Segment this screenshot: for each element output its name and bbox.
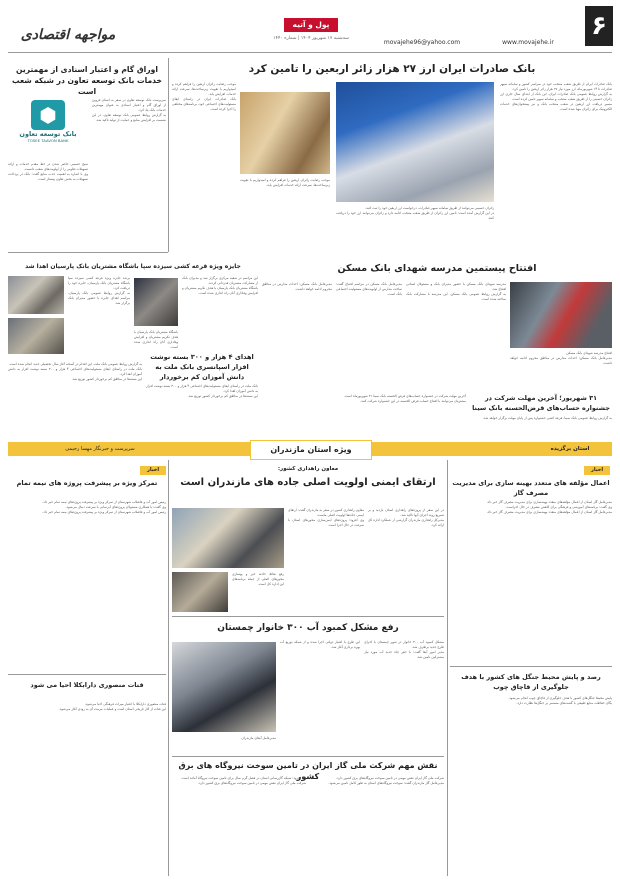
a5-headline: افتتاح پیستمین مدرسه شهدای بانک مسکن: [337, 263, 537, 274]
a2-divider: [8, 252, 168, 253]
a5-body: مدرسه شهدای بانک مسکن با حضور مدیران بانک و مسئولان استانی افتتاح شد. به گزارش روابط عمومی بانک مسکن، این مدرسه با مشارکت بانک ساخته شده است.: [406, 282, 506, 301]
a1-body-3: موجب رضایت زائران اربعین را فراهم کرده و امیدواریم با تقویت زیرساخت‌ها، سرعت ارائه خدمات افزایش یابد. بانک صادرات ایران در راستای ایفای مسئولیت‌های اجتماعی خود، برنامه‌های مختلفی را اجرا کرده است.: [172, 82, 236, 111]
bank-logo-icon: ⬢: [31, 100, 65, 130]
column-rule-2: [447, 460, 448, 876]
a4-body-2: به گزارش روابط عمومی بانک ملت، این اقدام در آستانه آغاز سال تحصیلی جدید انجام شده است. بانک ملت در راستای ایفای مسئولیت‌های اجتماعی ۴ هزار و ۳۰۰ بسته نوشت افزار به دانش آموزان اهدا کرد. این بسته‌ها در مناطق کم برخوردار کشور توزیع شد.: [8, 362, 142, 381]
a11-divider: [8, 674, 166, 675]
a3-body-3: باشگاه مشتریان بانک پارسیان با هدف تکریم مشتریان و افزایش وفاداری آنان راه اندازی شده است.: [134, 330, 178, 349]
column-rule-top: [168, 58, 169, 252]
a4-body: بانک ملت در راستای ایفای مسئولیت‌های اجتماعی ۴ هزار و ۳۰۰ بسته نوشت افزار به دانش آموزان اهدا کرد. این بسته‌ها در مناطق کم برخوردار کشور توزیع شد.: [146, 384, 258, 398]
a7-photo-2: [172, 572, 228, 612]
a3-photo-1: [8, 276, 64, 314]
masthead-rule: [8, 52, 612, 53]
section-label-left: سرپرست و خبرنگار مهسا رحیمی: [65, 446, 135, 452]
a10-headline: تمرکز ویژه بر پیشرفت پروژه های نیمه تمام: [16, 479, 158, 487]
a12-headline: اعمال مؤلفه های متعدد بهینه سازی برای مدیریت مصرف گاز: [452, 479, 610, 497]
a7-kicker: معاون راهداری کشور:: [277, 466, 339, 472]
column-rule-1: [168, 460, 169, 876]
a7-body-2: در این سفر از پروژه‌های راهداری استان بازدید و بر تسریع روند اجرای آنها تاکید شد. مدیرکل راهداری مازندران گزارشی از عملکرد اداره کل ارائه کرد.: [368, 508, 444, 527]
a7-photo-1: [172, 508, 284, 568]
a8-body: مشکل کمبود آب ۳۰۰ خانوار در شهر چمستان با اجرای طرح جدید برطرف شد. مدیر امور آبفا گفت: با حفر چاه جدید آب مورد نیاز مشترکین تامین شد.: [364, 640, 444, 659]
a12-body: مدیرعامل گاز استان از اعمال مؤلفه‌های متعدد بهینه‌سازی برای مدیریت مصرف گاز خبر داد. وی گفت: برنامه‌های آموزشی و فرهنگی برای کاهش مصرف در حال اجراست. مدیرعامل گاز استان از اعمال مؤلفه‌های متعدد بهینه‌سازی برای مدیریت مصرف گاز خبر داد.: [486, 500, 612, 514]
section-label-center: ویژه استان مازندران: [250, 440, 372, 460]
email-address: movajehe96@yahoo.com: [383, 39, 461, 46]
a7-divider: [172, 616, 444, 617]
a4-headline: اهدای ۴ هزار و ۳۰۰ بسته نوشت افزار اسپانسری بانک ملت به دانش آموزان کم برخوردار: [150, 353, 254, 381]
a8-body-2: این طرح با اعتبار دولتی اجرا شده و از شبکه توزیع آب بهره برداری آغاز شد.: [280, 640, 360, 649]
a2-body: سرپرست بانک توسعه تعاون در سفر به استان قزوین از اوراق گام و اعتبار اسنادی به عنوان مهمترین خدمات بانک یاد کرد. به گزارش روابط عمومی بانک توسعه تعاون، در این نشست بر افزایش منابع و حمایت از تولید تاکید شد.: [92, 98, 166, 122]
a1-body-2: زائران حسینی می‌توانند از طریق سامانه سپهر صادرات، درخواست ارز اربعین خود را ثبت کنند. در این گزارش آمده است: تامین ارز زائران از طریق شعب منتخب ادامه دارد و زائران می‌توانند ارز خود را دریافت کنند.: [336, 206, 494, 220]
a8-caption: مدیرعامل آبفای مازندران: [241, 736, 276, 740]
a3-body: برنده جایزه ویژه قرعه کشی سیزده سپا باشگاه مشتریان بانک پارسیان، جایزه خود را دریافت کرد. به گزارش روابط عمومی بانک پارسیان، مراسم اهدای جایزه با حضور مدیران بانک برگزار شد.: [68, 276, 130, 305]
a9-divider: [172, 756, 444, 757]
a5-body-3: مدیرعامل بانک مسکن: احداث مدارس در مناطق محروم ادامه خواهد داشت.: [262, 282, 332, 291]
a6-body-2: به گزارش روابط عمومی بانک سینا، قرعه کشی جشنواره پس از پایان مهلت برگزار خواهد شد.: [482, 416, 612, 420]
bank-logo: [8, 98, 88, 158]
a6-headline: ۳۱ شهریور؛ آخرین مهلت شرکت در جشنواره حساب‌های قرض‌الحسنه بانک سینا: [472, 394, 610, 412]
a3-headline: جایزه ویژه قرعه کشی سیزده سپا باشگاه مشتریان بانک پارسیان اهدا شد: [25, 263, 241, 270]
a13-body: پایش محیط جنگل‌های کشور با هدف جلوگیری از قاچاق چوب انجام می‌شود. یگان حفاظت منابع طبیعی با گشت‌های مستمر بر جنگل‌ها نظارت دارد.: [508, 696, 612, 705]
a7-body: معاون راهداری کشور در سفر به مازندران گفت: ارتقای ایمنی جاده‌ها اولویت اصلی ماست. وی افزود: پروژه‌های ایمن‌سازی محورهای استان با سرعت در حال اجرا است.: [288, 508, 364, 527]
a8-headline: رفع مشکل کمبود آب ۳۰۰ خانوار چمستان: [217, 623, 399, 633]
a5-body-2: مدیرعامل بانک مسکن در مراسم افتتاح گفت: ساخت مدارس از اولویت‌های مسئولیت اجتماعی بانک است.: [336, 282, 402, 296]
a10-label: اخبار: [140, 466, 166, 475]
section-tag: پول و آتیه: [284, 18, 338, 32]
a6-body: آخرین مهلت شرکت در جشنواره حساب‌های قرض الحسنه بانک سینا ۳۱ شهریورماه است. مشتریان می‌توانند با افتتاح حساب قرض الحسنه در این جشنواره شرکت کنند.: [343, 394, 466, 403]
a5-caption: افتتاح مدرسه شهدای بانک مسکن مدیرعامل بانک مسکن: احداث مدارس در مناطق محروم ادامه خواهد داشت.: [510, 351, 612, 365]
a12-label: اخبار: [584, 466, 610, 475]
a2-headline: اوراق گام و اعتبار اسنادی از مهمترین خدمات بانک توسعه تعاون در شبکه شعب است: [11, 65, 163, 96]
a11-headline: قنات منصوری دارابکلا احیا می شود: [30, 681, 144, 689]
a1-photo-cards: [336, 82, 494, 202]
bank-logo-en: TOSEE TAAVON BANK: [27, 138, 69, 143]
a8-photo: [172, 642, 276, 732]
a13-divider: [450, 666, 612, 667]
website-url: www.movajehe.ir: [502, 39, 554, 46]
section-label-right: استان برگزیده: [550, 446, 590, 452]
a13-headline: رصد و پایش محیط جنگل های کشور با هدف جلوگیری از قاچاق چوب: [461, 673, 601, 691]
a3-photo-3: [134, 278, 178, 326]
a1-body: بانک صادرات ایران از طریق شعب منتخب خود در سراسر کشور و سامانه سپهر صادرات تا ۱۴ شهریورماه، ارز مورد نیاز ۲۷ هزار زائر اربعین را تامین کرد. به گزارش روابط عمومی بانک صادرات ایران، این بانک از ابتدای سال جاری ارز زائران حسینی را از طریق شعب منتخب و سامانه سپهر تامین کرده است. مسیر دریافت ارز اربعین در شعب منتخب بانک و نیز پیشخوان‌های خدمات الکترونیک برای زائران مهیا شده است.: [500, 82, 612, 111]
a7-body-3: رفع نقاط حادثه خیز و بهسازی محورهای اصلی از جمله برنامه‌های این اداره کل است.: [232, 572, 284, 586]
a3-body-2: این مراسم در شعبه مرکزی برگزار شد و مدیران بانک از مشارکت مشتریان قدردانی کردند. باشگاه مشتریان بانک پارسیان با هدف تکریم مشتریان و افزایش وفاداری آنان راه اندازی شده است.: [182, 276, 258, 295]
a9-body: شرکت ملی گاز ایران نقش مهمی در تامین سوخت نیروگاه‌های برق کشور دارد. مدیرعامل گاز مازندران گفت: سوخت نیروگاه‌های استان به طور کامل تامین می‌شود.: [328, 776, 444, 785]
a10-body: رئیس امور آب و فاضلاب شهرستان از تمرکز ویژه بر پیشرفت پروژه‌های نیمه تمام خبر داد. وی گفت: با همکاری مسئولان پروژه‌های آبرسانی با سرعت دنبال می‌شود. رئیس امور آب و فاضلاب شهرستان از تمرکز ویژه بر پیشرفت پروژه‌های نیمه تمام خبر داد.: [42, 500, 166, 514]
date-line: سه‌شنبه ۱۷ شهریور ۱۴۰۴ | شماره ۱۴۴۰: [273, 36, 349, 41]
a1-body-4: موجب رضایت زائران اربعین را فراهم کرده و امیدواریم با تقویت زیرساخت‌ها، سرعت ارائه خدمات افزایش یابد.: [240, 178, 330, 187]
a2-body-2: شیخ حسینی حاضر شدن در خط مقدم خدمات و ارائه تسهیلات تعاونی را از اولویت‌های شعب دانست. وی با اشاره به اهمیت جذب منابع گفت: بانک در پرداخت تسهیلات به بخش تعاون پیشتاز است.: [8, 162, 88, 181]
a9-body-2: وی افزود: شبکه گازرسانی استان در فصل گرم سال برای تامین سوخت نیروگاه آماده است. شرکت ملی گاز ایران نقش مهمی در تامین سوخت نیروگاه‌های برق کشور دارد.: [180, 776, 306, 785]
a5-photo-ribbon: [510, 282, 612, 348]
bank-logo-name: بانک توسعه تعاون: [19, 130, 77, 138]
a1-photo-hands: [240, 92, 330, 174]
a3-photo-2: [8, 318, 64, 354]
a9-headline: نقش مهم شرکت ملی گاز ایران در تامین سوخت نیروگاه های برق کشور: [178, 761, 438, 781]
a11-body: قنات منصوری دارابکلا با اعتبار میراث فرهنگی احیا می‌شود. این قنات از آثار تاریخی استان است و عملیات مرمت آن به زودی آغاز می‌شود.: [58, 702, 166, 711]
page-number: ۶: [585, 6, 613, 46]
a1-headline: بانک صادرات ایران ارز ۲۷ هزار زائر اربعین را تامین کرد: [248, 63, 536, 75]
a7-headline: ارتقای ایمنی اولویت اصلی جاده های مازندران است: [180, 477, 436, 488]
newspaper-logo: مواجهه اقتصادی: [20, 27, 116, 43]
